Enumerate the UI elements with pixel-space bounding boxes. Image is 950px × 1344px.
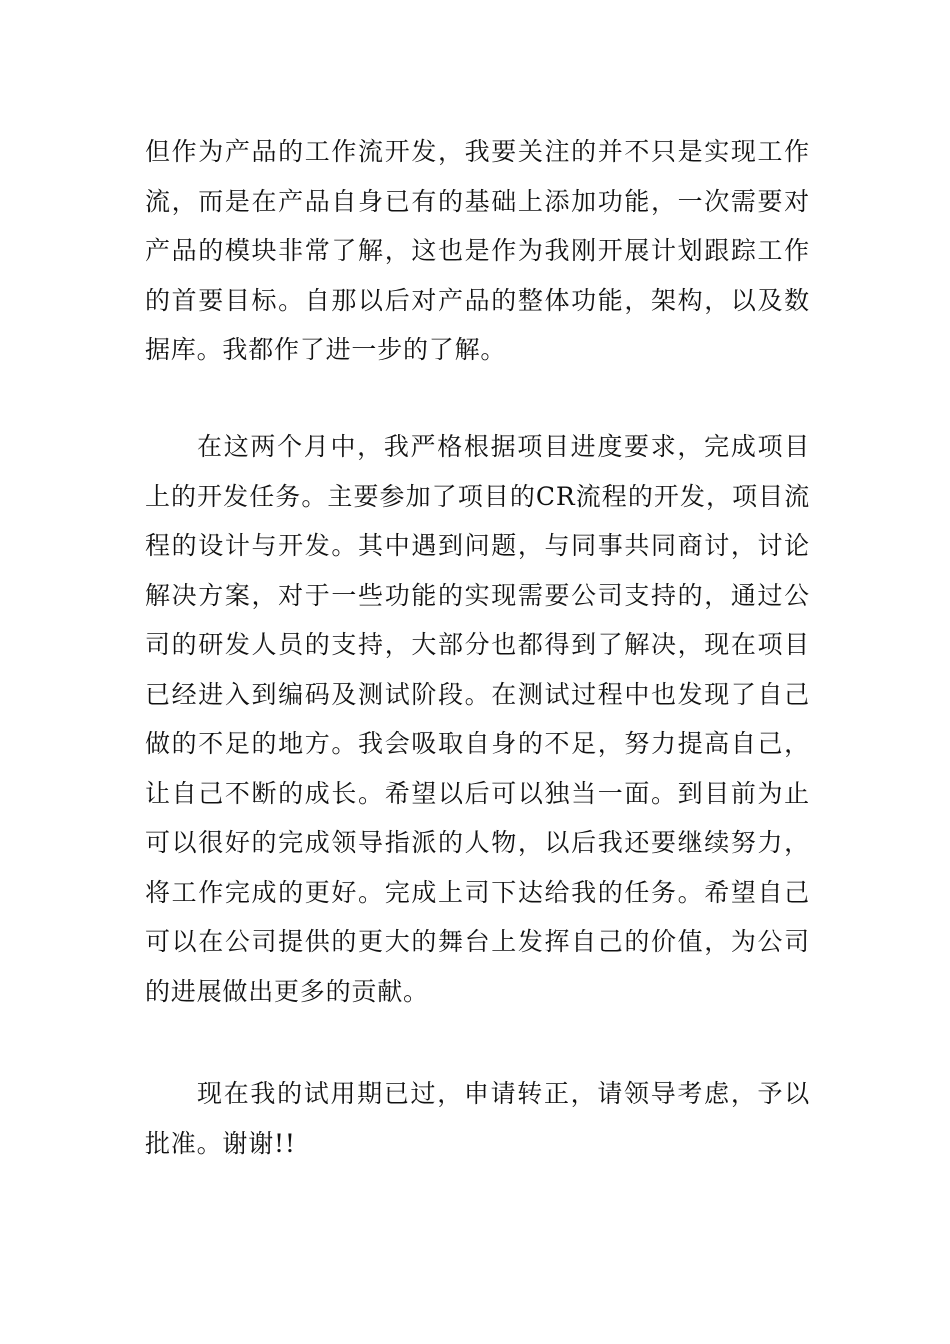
text-line: 现在我的试用期已过，申请转正，请领导考虑，予以 bbox=[197, 1079, 810, 1108]
text-line: 让自己不断的成长。希望以后可以独当一面。到目前为止 bbox=[145, 778, 810, 808]
text-line: 批准。谢谢!! bbox=[145, 1128, 296, 1158]
text-line: 流，而是在产品自身已有的基础上添加功能，一次需要对 bbox=[145, 186, 810, 216]
text-line: 做的不足的地方。我会吸取自身的不足，努力提高自己， bbox=[145, 729, 810, 758]
paragraph-conclusion bbox=[145, 1069, 810, 1168]
text-line: 程的设计与开发。其中遇到问题，与同事共同商讨，讨论 bbox=[145, 531, 810, 560]
text-line: 已经进入到编码及测试阶段。在测试过程中也发现了自己 bbox=[145, 679, 810, 709]
text-line: 的首要目标。自那以后对产品的整体功能，架构，以及数 bbox=[145, 285, 810, 315]
text-line: 司的研发人员的支持，大部分也都得到了解决，现在项目 bbox=[145, 630, 810, 659]
text-line: 据库。我都作了进一步的了解。 bbox=[145, 335, 507, 364]
paragraph-project-progress bbox=[145, 422, 810, 1016]
paragraph-product-workflow bbox=[145, 127, 810, 375]
text-line: 产品的模块非常了解，这也是作为我刚开展计划跟踪工作 bbox=[145, 236, 810, 265]
text-line: 将工作完成的更好。完成上司下达给我的任务。希望自己 bbox=[145, 877, 810, 907]
text-line: 但作为产品的工作流开发，我要关注的并不只是实现工作 bbox=[145, 137, 810, 166]
text-line: 解决方案，对于一些功能的实现需要公司支持的，通过公 bbox=[145, 580, 810, 610]
text-line: 可以在公司提供的更大的舞台上发挥自己的价值，为公司 bbox=[145, 927, 810, 956]
text-line: 的进展做出更多的贡献。 bbox=[145, 976, 429, 1006]
text-line: 在这两个月中，我严格根据项目进度要求，完成项目 bbox=[197, 432, 810, 461]
text-line: 上的开发任务。主要参加了项目的CR流程的开发，项目流 bbox=[145, 481, 810, 511]
text-line: 可以很好的完成领导指派的人物，以后我还要继续努力， bbox=[145, 828, 810, 857]
